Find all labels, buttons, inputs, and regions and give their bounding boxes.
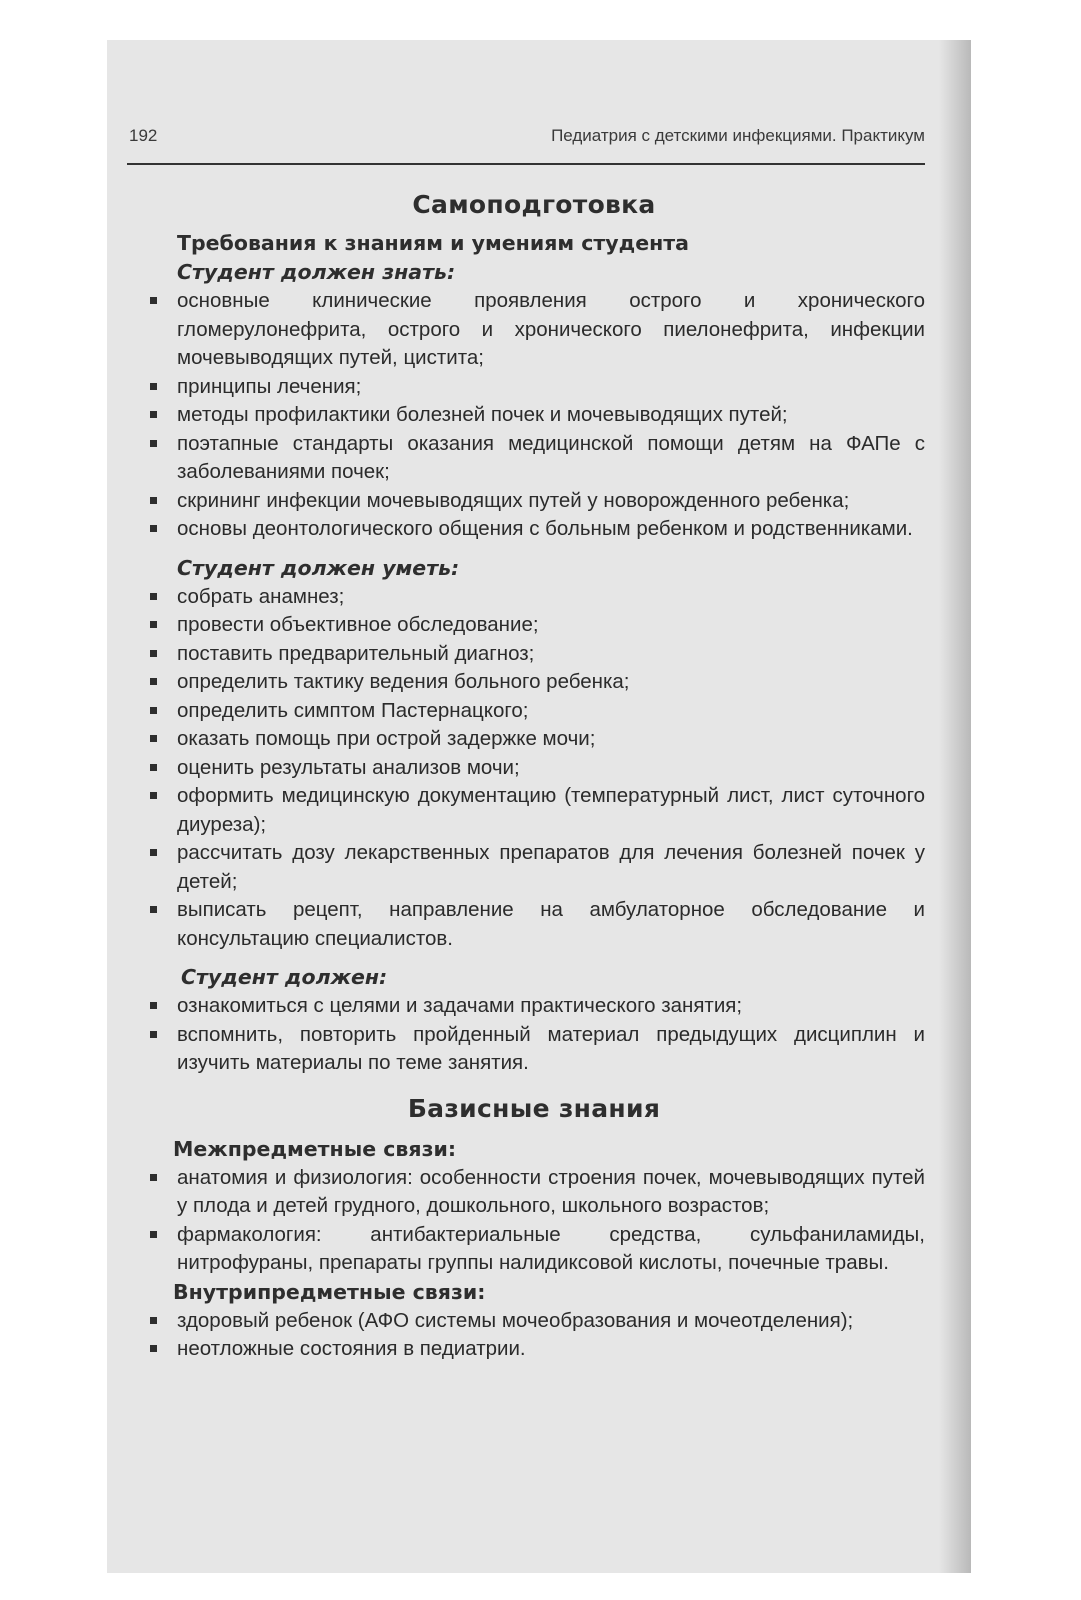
list-item-text: поэтапные стандарты оказания медицинской помощи детям на ФАПе с заболеваниями почек;: [177, 431, 925, 483]
able-list: [143, 583, 925, 954]
list-item-text: оформить медицинскую документацию (температурный лист, лист суточного диуреза);: [177, 784, 925, 836]
requirements-heading: Требования к знаниям и умениям студента: [177, 231, 689, 255]
list-item: [143, 725, 925, 754]
list-item: [143, 697, 925, 726]
list-item-text: неотложные состояния в педиатрии.: [177, 1337, 526, 1360]
inter-list: [143, 1164, 925, 1278]
intra-list: [143, 1307, 925, 1364]
bullet-icon: [150, 735, 157, 742]
section-title-self-preparation: Самоподготовка: [412, 190, 656, 219]
list-item: [143, 1221, 925, 1278]
able-heading: Студент должен уметь:: [177, 555, 460, 580]
list-item: [143, 1335, 925, 1364]
bullet-icon: [150, 1031, 157, 1038]
must-list: [143, 992, 925, 1078]
bullet-icon: [150, 497, 157, 504]
bullet-icon: [150, 1317, 157, 1324]
list-item: [143, 668, 925, 697]
list-item-text: основы деонтологического общения с больным ребенком и родственниками.: [177, 517, 913, 540]
list-item-text: скрининг инфекции мочевыводящих путей у новорожденного ребенка;: [177, 488, 850, 512]
bullet-icon: [150, 707, 157, 714]
bullet-icon: [150, 792, 157, 799]
list-item: [143, 401, 925, 430]
bullet-icon: [150, 1345, 157, 1352]
list-item: [143, 640, 925, 669]
bullet-icon: [150, 525, 157, 532]
bullet-icon: [150, 1002, 157, 1009]
bullet-icon: [150, 621, 157, 628]
list-item: [143, 487, 925, 516]
inter-heading: Межпредметные связи:: [173, 1136, 457, 1161]
list-item-text: оценить результаты анализов мочи;: [177, 755, 520, 779]
bullet-icon: [150, 678, 157, 685]
list-item-text: рассчитать дозу лекарственных препаратов для лечения болезней почек у детей;: [177, 841, 925, 893]
bullet-icon: [150, 297, 157, 304]
running-title: Педиатрия с детскими инфекциями. Практикум: [551, 126, 925, 145]
bullet-icon: [150, 764, 157, 771]
page-number: 192: [129, 126, 158, 145]
list-item-text: методы профилактики болезней почек и мочевыводящих путей;: [177, 403, 788, 426]
bullet-icon: [150, 593, 157, 600]
know-list: [143, 287, 925, 544]
list-item: [143, 839, 925, 896]
list-item-text: здоровый ребенок (АФО системы мочеобразования и мочеотделения);: [177, 1308, 854, 1332]
list-item-text: оказать помощь при острой задержке мочи;: [177, 727, 596, 750]
list-item-text: собрать анамнез;: [177, 584, 345, 608]
list-item-text: провести объективное обследование;: [177, 613, 539, 636]
list-item: [143, 1164, 925, 1221]
header-rule: [127, 163, 925, 165]
list-item: [143, 287, 925, 373]
list-item-text: вспомнить, повторить пройденный материал предыдущих дисциплин и изучить материалы по теме занятия.: [177, 1022, 925, 1074]
running-head: [129, 126, 925, 146]
know-heading: Студент должен знать:: [177, 260, 456, 284]
bullet-icon: [150, 1231, 157, 1238]
list-item: [143, 1021, 925, 1078]
page-content: [143, 190, 925, 1364]
must-heading: Студент должен:: [181, 965, 388, 989]
list-item-text: основные клинические проявления острого и хронического гломерулонефрита, острого и хронического пиелонефрита, инфекции мочевыводящих путей, цистита;: [177, 289, 925, 369]
list-item-text: выписать рецепт, направление на амбулаторное обследование и консультацию специалистов.: [177, 898, 925, 950]
bullet-icon: [150, 906, 157, 913]
list-item: [143, 896, 925, 953]
list-item: [143, 430, 925, 487]
bullet-icon: [150, 411, 157, 418]
list-item: [143, 373, 925, 402]
list-item: [143, 583, 925, 612]
bullet-icon: [150, 383, 157, 390]
list-item-text: определить тактику ведения больного ребенка;: [177, 670, 630, 693]
list-item-text: ознакомиться с целями и задачами практического занятия;: [177, 994, 743, 1017]
list-item-text: определить симптом Пастернацкого;: [177, 698, 529, 722]
section-title-basic-knowledge: Базисные знания: [407, 1093, 661, 1123]
list-item-text: фармакология: антибактериальные средства, сульфаниламиды, нитрофураны, препараты группы налидиксовой кислоты, почечные травы.: [177, 1222, 925, 1274]
list-item-text: принципы лечения;: [177, 374, 362, 398]
list-item-text: анатомия и физиология: особенности строения почек, мочевыводящих путей у плода и детей грудного, дошкольного, школьного возрастов;: [177, 1165, 925, 1217]
bullet-icon: [150, 849, 157, 856]
list-item: [143, 515, 925, 544]
list-item: [143, 1307, 925, 1336]
list-item: [143, 611, 925, 640]
list-item: [143, 992, 925, 1021]
list-item: [143, 782, 925, 839]
list-item: [143, 754, 925, 783]
intra-heading: Внутрипредметные связи:: [173, 1279, 486, 1304]
bullet-icon: [150, 440, 157, 447]
bullet-icon: [150, 650, 157, 657]
book-page: [107, 40, 971, 1573]
list-item-text: поставить предварительный диагноз;: [177, 641, 535, 665]
bullet-icon: [150, 1174, 157, 1181]
